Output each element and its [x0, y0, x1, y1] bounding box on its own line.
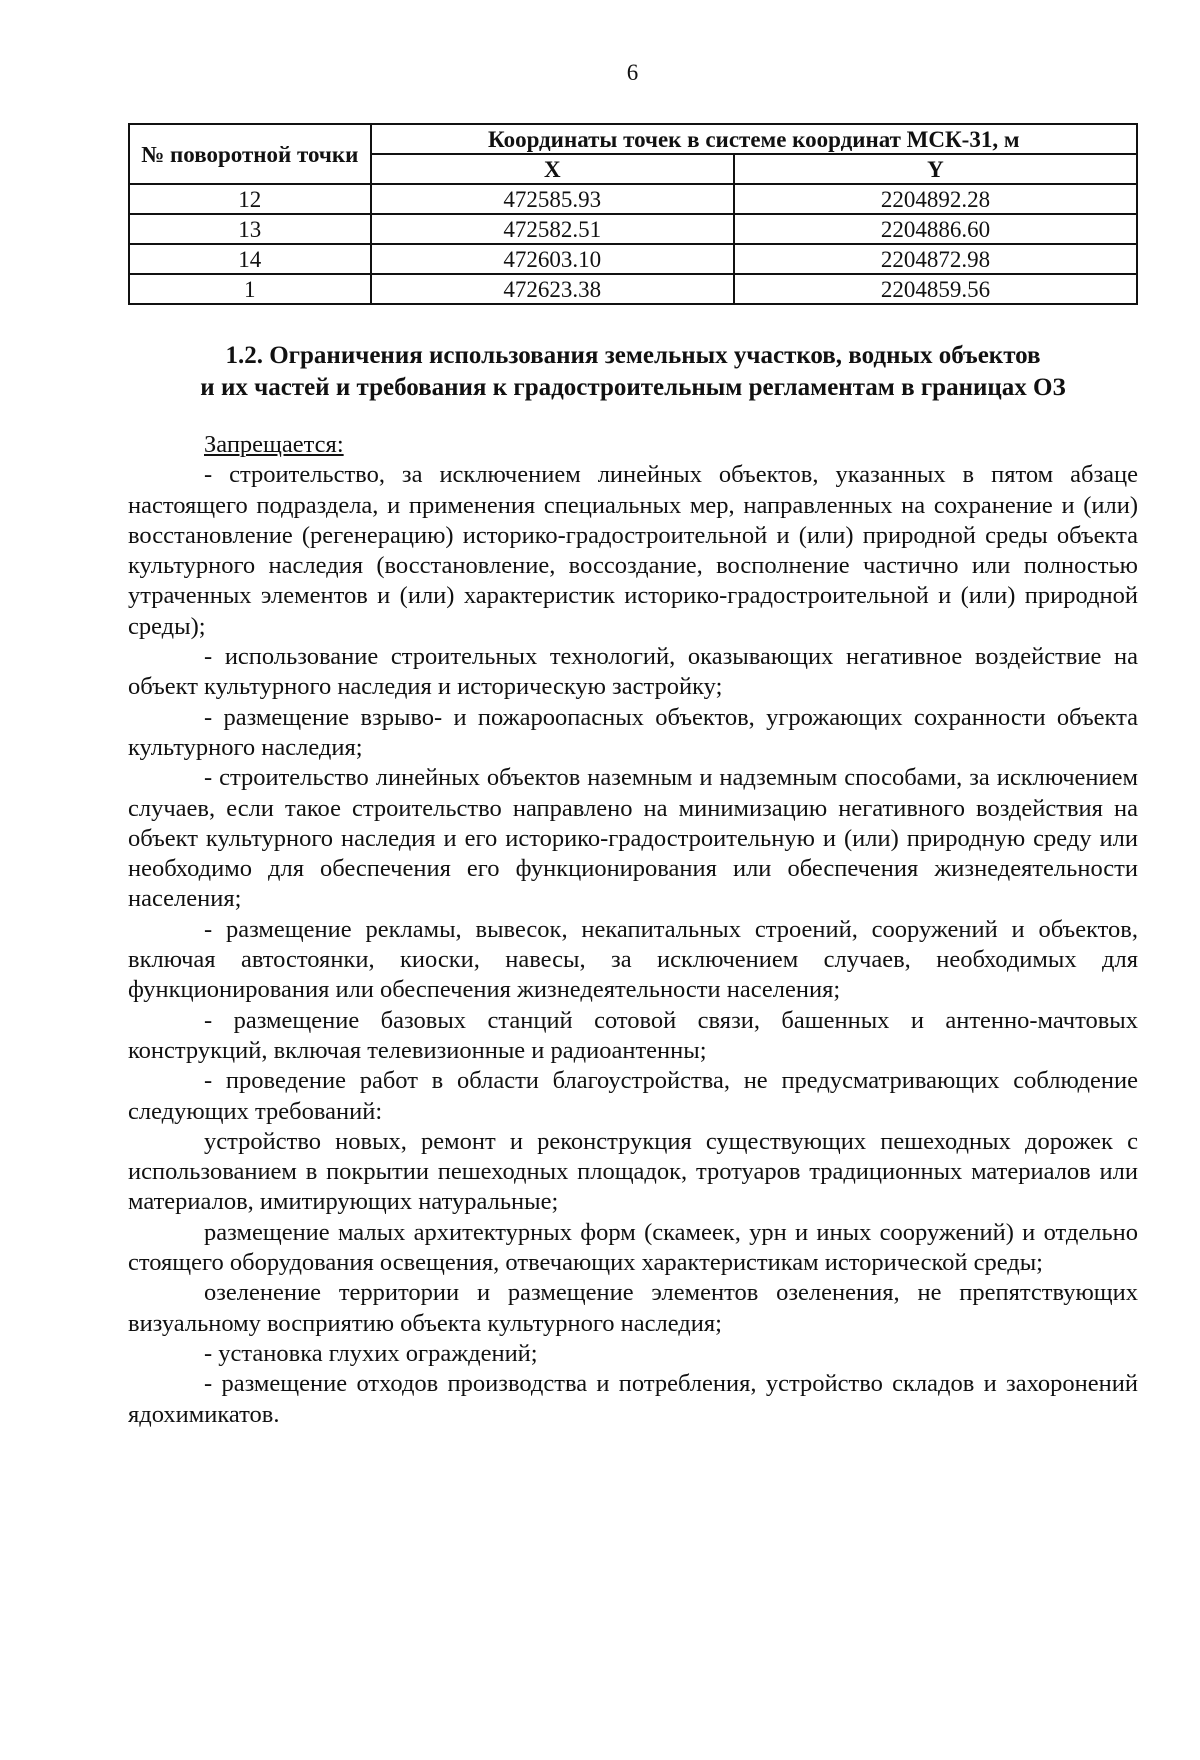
header-coordinates-group: Координаты точек в системе координат МСК-31, м — [371, 124, 1137, 154]
table-header-row — [129, 124, 1137, 154]
page-number: 6 — [626, 60, 639, 85]
paragraph: - использование строительных технологий, оказывающих негативное воздействие на объект культурного наследия и историческую застройку; — [128, 643, 1138, 701]
section-title — [128, 340, 1138, 404]
coordinates-table — [128, 123, 1138, 305]
cell-y: 2204872.98 — [734, 244, 1137, 274]
cell-point: 12 — [129, 184, 371, 214]
paragraph: - установка глухих ограждений; — [204, 1339, 538, 1367]
cell-x: 472582.51 — [371, 214, 734, 244]
section-title-line-2: и их частей и требования к градостроительным регламентам в границах ОЗ — [200, 374, 1066, 401]
paragraph: - размещение базовых станций сотовой связи, башенных и антенно-мачтовых конструкций, включая телевизионные и радиоантенны; — [128, 1006, 1138, 1064]
paragraph: - строительство, за исключением линейных объектов, указанных в пятом абзаце настоящего подраздела, и применения специальных мер, направленных на сохранение и (или) восстановление (регенерацию) историко-градостроительной и (или) природной среды объекта культурного наследия (восстановление, воссоздание, восполнение частично или полностью утраченных элементов и (или) характеристик историко-градостроительной и (или) природной среды); — [128, 461, 1138, 640]
cell-y: 2204859.56 — [734, 274, 1137, 304]
table-row — [129, 184, 1137, 214]
table-row — [129, 274, 1137, 304]
cell-point: 1 — [129, 274, 371, 304]
cell-point: 13 — [129, 214, 371, 244]
header-y: Y — [734, 154, 1137, 184]
section-title-line-1: 1.2. Ограничения использования земельных участков, водных объектов — [225, 342, 1041, 369]
restrictions-text — [128, 430, 1138, 1430]
cell-x: 472585.93 — [371, 184, 734, 214]
table-row — [129, 214, 1137, 244]
paragraph: - размещение взрыво- и пожароопасных объектов, угрожающих сохранности объекта культурного наследия; — [128, 703, 1138, 761]
paragraph: - размещение рекламы, вывесок, некапитальных строений, сооружений и объектов, включая автостоянки, киоски, навесы, за исключением случаев, необходимых для функционирования или обеспечения жизнедеятельности населения; — [128, 915, 1138, 1004]
cell-x: 472623.38 — [371, 274, 734, 304]
table-row — [129, 244, 1137, 274]
cell-x: 472603.10 — [371, 244, 734, 274]
cell-point: 14 — [129, 244, 371, 274]
cell-y: 2204886.60 — [734, 214, 1137, 244]
paragraph: - размещение отходов производства и потребления, устройство складов и захоронений ядохимикатов. — [128, 1370, 1138, 1428]
paragraph: устройство новых, ремонт и реконструкция существующих пешеходных дорожек с использованием в покрытии пешеходных площадок, тротуаров традиционных материалов или материалов, имитирующих натуральные; — [128, 1127, 1138, 1216]
cell-y: 2204892.28 — [734, 184, 1137, 214]
header-point-number: № поворотной точки — [129, 124, 371, 184]
paragraph: размещение малых архитектурных форм (скамеек, урн и иных сооружений) и отдельно стоящего оборудования освещения, отвечающих характеристикам исторической среды; — [128, 1218, 1138, 1277]
header-x: X — [371, 154, 734, 184]
paragraph: - строительство линейных объектов наземным и надземным способами, за исключением случаев, если такое строительство направлено на минимизацию негативного воздействия на объект культурного наследия и его историко-градостроительную и (или) природную среду или необходимо для обеспечения его функционирования или обеспечения жизнедеятельности населения; — [128, 764, 1138, 913]
paragraph: озеленение территории и размещение элементов озеленения, не препятствующих визуальному восприятию объекта культурного наследия; — [128, 1279, 1138, 1337]
paragraph: - проведение работ в области благоустройства, не предусматривающих соблюдение следующих требований: — [128, 1067, 1138, 1125]
restrictions-intro: Запрещается: — [204, 431, 344, 458]
